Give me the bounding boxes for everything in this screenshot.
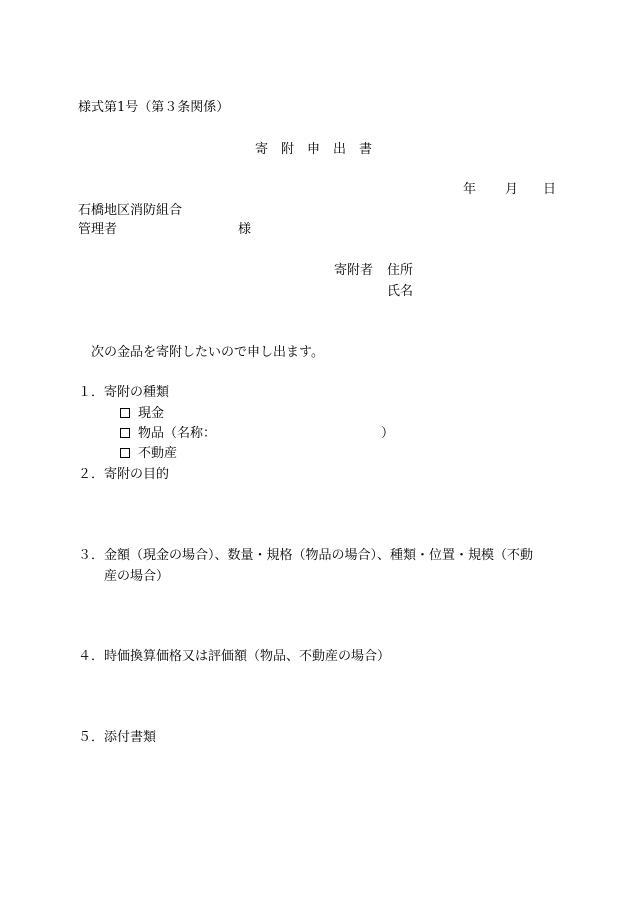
section-2 — [78, 468, 169, 481]
date-day: 日 — [543, 182, 557, 197]
option-label: 物品（名称： — [138, 426, 217, 441]
option-label: 不動産 — [138, 446, 178, 461]
applicant-name-label: 氏名 — [387, 284, 414, 299]
section-title: 時価換算価格又は評価額（物品、不動産の場合） — [104, 649, 391, 664]
section-number: ３． — [78, 548, 105, 563]
date-month: 月 — [505, 182, 519, 197]
checkbox[interactable] — [120, 428, 130, 438]
section-3 — [78, 549, 533, 562]
addressee-honorific: 様 — [238, 222, 252, 237]
section-title: 金額（現金の場合）、数量・規格（物品の場合）、種類・位置・規模（不動 — [104, 548, 534, 563]
option-cash[interactable] — [120, 407, 164, 420]
section-5 — [78, 731, 156, 744]
form-label: 様式第1号（第３条関係） — [78, 100, 230, 115]
intro-text: 次の金品を寄附したいので申し出ます。 — [91, 345, 324, 360]
checkbox[interactable] — [120, 408, 130, 418]
section-number: ２． — [78, 467, 105, 482]
applicant-label: 寄附者 — [334, 263, 374, 278]
date-year: 年 — [463, 182, 477, 197]
checkbox[interactable] — [120, 448, 130, 458]
option-label: 現金 — [138, 406, 165, 421]
addressee-org: 石橋地区消防組合 — [78, 203, 183, 218]
section-title: 寄附の目的 — [104, 467, 170, 482]
section-number: １． — [78, 385, 105, 400]
section-number: ４． — [78, 649, 105, 664]
section-title: 添付書類 — [104, 730, 157, 745]
option-goods[interactable] — [120, 427, 216, 440]
section-1 — [78, 386, 169, 399]
section-number: ５． — [78, 730, 105, 745]
option-real-estate[interactable] — [120, 447, 177, 460]
addressee-role: 管理者 — [78, 222, 118, 237]
section-4 — [78, 650, 390, 663]
applicant-address-label: 住所 — [387, 263, 414, 278]
section-3-continuation: 産の場合） — [104, 569, 170, 584]
section-title: 寄附の種類 — [104, 385, 170, 400]
goods-name-close: ） — [381, 426, 395, 441]
document-title: 寄 附 申 出 書 — [255, 142, 373, 157]
